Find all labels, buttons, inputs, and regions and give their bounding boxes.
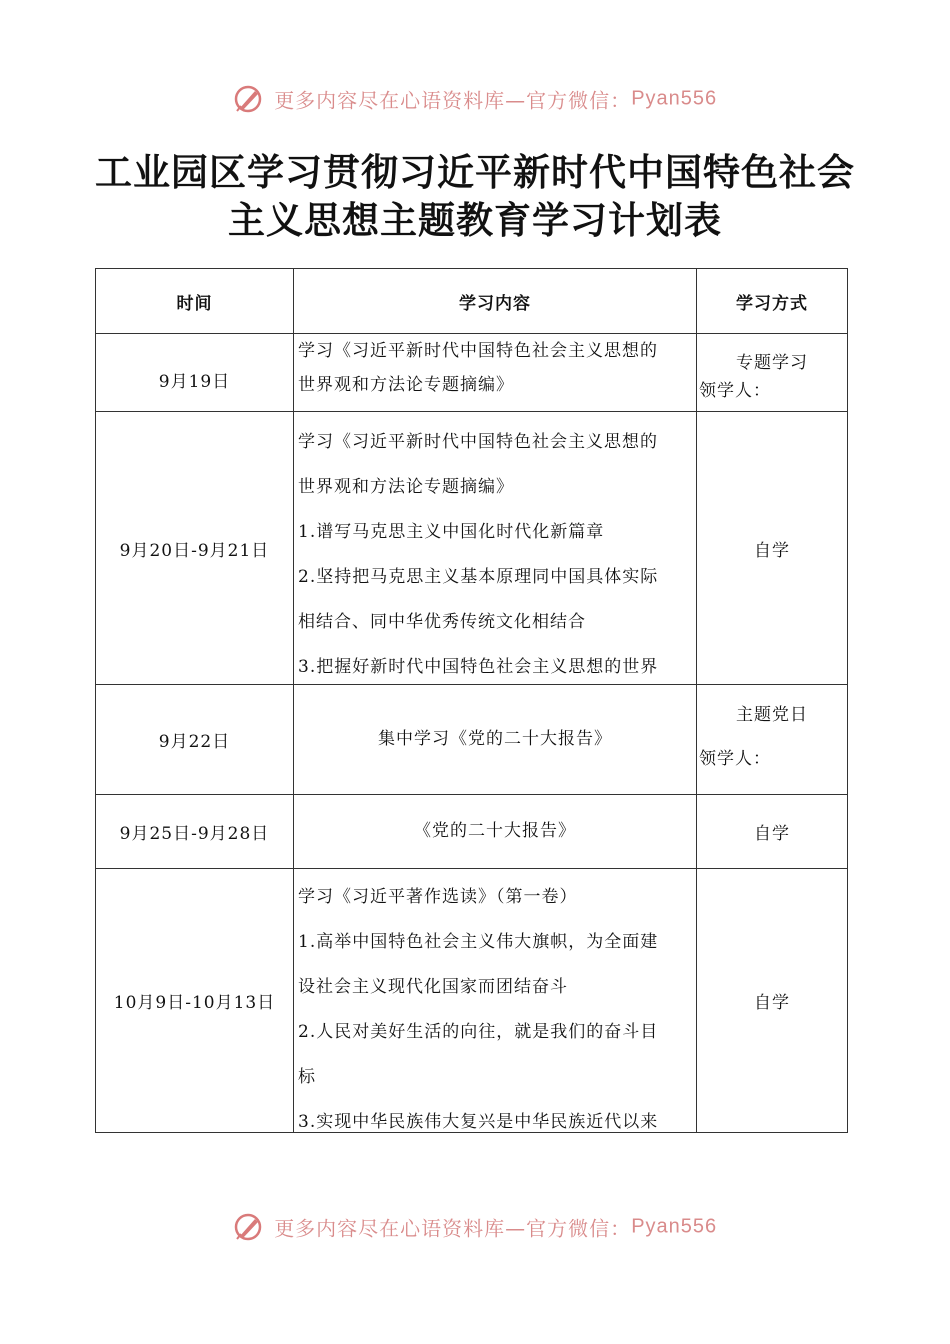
content-line: 学习《习近平著作选读》（第一卷） xyxy=(298,887,578,907)
table-row xyxy=(96,869,848,1133)
content-line: 学习《习近平新时代中国特色社会主义思想的 xyxy=(298,341,658,361)
content-line: 世界观和方法论专题摘编》 xyxy=(298,477,514,497)
watermark-top xyxy=(0,84,950,114)
table-row xyxy=(96,412,848,685)
content-line: 相结合、同中华优秀传统文化相结合 xyxy=(298,612,586,632)
watermark-wechat-id: Pyan556 xyxy=(631,87,718,110)
table-row xyxy=(96,334,848,412)
study-plan-table xyxy=(95,268,848,1133)
watermark-bottom xyxy=(0,1212,950,1242)
content-line: 3.把握好新时代中国特色社会主义思想的世界 xyxy=(298,657,659,677)
leader-label: 领学人： xyxy=(699,381,771,401)
content-line: 3.实现中华民族伟大复兴是中华民族近代以来 xyxy=(298,1112,659,1132)
row-method: 自学 xyxy=(697,795,848,869)
pen-logo-icon xyxy=(233,1212,263,1242)
content-line: 2.坚持把马克思主义基本原理同中国具体实际 xyxy=(298,567,659,587)
content-line: 学习《习近平新时代中国特色社会主义思想的 xyxy=(298,432,658,452)
row-date: 9月20日-9月21日 xyxy=(96,412,294,685)
header-time: 时间 xyxy=(96,269,294,334)
content-line: 设社会主义现代化国家而团结奋斗 xyxy=(298,977,568,997)
watermark-text: 更多内容尽在心语资料库—官方微信： xyxy=(274,88,632,113)
table-row xyxy=(96,795,848,869)
row-method: 自学 xyxy=(697,869,848,1133)
row-content: 《党的二十大报告》 xyxy=(294,795,697,869)
row-content xyxy=(294,869,697,1133)
leader-label: 领学人： xyxy=(699,749,771,769)
watermark-wechat-id: Pyan556 xyxy=(631,1215,718,1238)
page-title-line-1: 工业园区学习贯彻习近平新时代中国特色社会 xyxy=(95,151,855,194)
row-content xyxy=(294,334,697,412)
header-method: 学习方式 xyxy=(697,269,848,334)
row-content xyxy=(294,412,697,685)
table-row xyxy=(96,685,848,795)
content-line: 2.人民对美好生活的向往，就是我们的奋斗目 xyxy=(298,1022,659,1042)
pen-logo-icon xyxy=(233,84,263,114)
header-content: 学习内容 xyxy=(294,269,697,334)
content-line: 世界观和方法论专题摘编》 xyxy=(298,375,514,395)
watermark-text: 更多内容尽在心语资料库—官方微信： xyxy=(274,1216,632,1241)
row-method: 自学 xyxy=(697,412,848,685)
row-method xyxy=(697,334,848,412)
row-date: 9月19日 xyxy=(96,334,294,412)
method-label: 主题党日 xyxy=(736,705,808,725)
page-title-line-2: 主义思想主题教育学习计划表 xyxy=(228,199,722,242)
row-date: 9月22日 xyxy=(96,685,294,795)
method-label: 专题学习 xyxy=(736,353,808,373)
row-content: 集中学习《党的二十大报告》 xyxy=(294,685,697,795)
row-date: 10月9日-10月13日 xyxy=(96,869,294,1133)
content-line: 1.高举中国特色社会主义伟大旗帜，为全面建 xyxy=(298,932,659,952)
table-header-row xyxy=(96,269,848,334)
row-date: 9月25日-9月28日 xyxy=(96,795,294,869)
content-line: 标 xyxy=(298,1067,316,1087)
row-method xyxy=(697,685,848,795)
content-line: 1.谱写马克思主义中国化时代化新篇章 xyxy=(298,522,605,542)
